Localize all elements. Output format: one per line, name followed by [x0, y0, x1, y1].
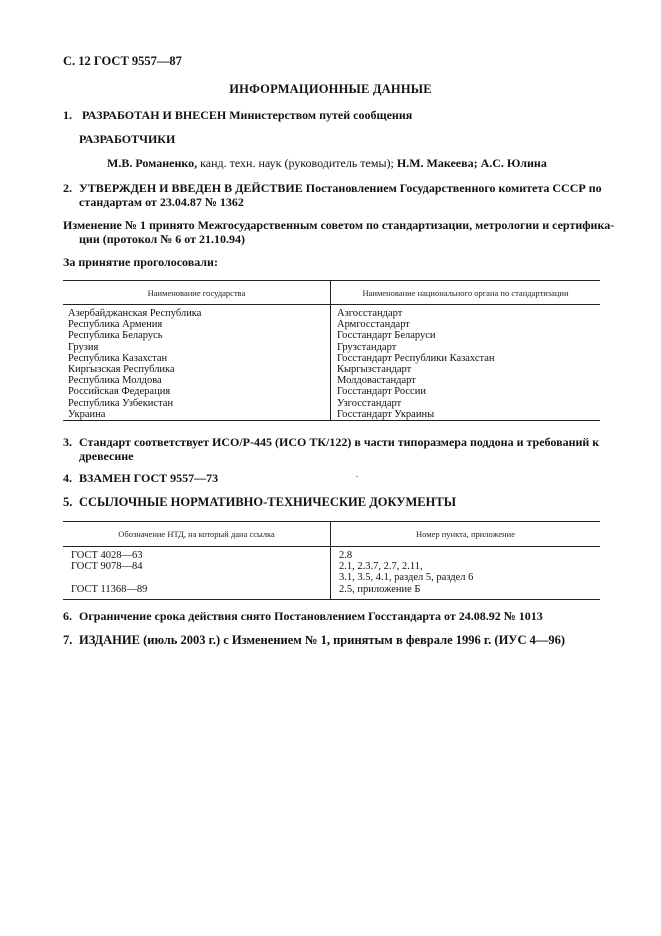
section-1-number: 1.: [63, 108, 72, 122]
states-column: [68, 308, 201, 420]
table-header-body: Наименование национального органа по стандартизации: [362, 288, 569, 298]
section-6: [63, 609, 543, 624]
section-1: [63, 108, 412, 123]
section-7-number: 7.: [63, 633, 73, 647]
table2-cell-doc: ГОСТ 11368—89: [71, 583, 148, 595]
developers-label: РАЗРАБОТЧИКИ: [79, 132, 176, 146]
section-3-text-1: Стандарт соответствует ИСО/Р-445 (ИСО ТК/122) в части типоразмера поддона и требований к: [79, 435, 600, 449]
table2-rule-top: [63, 521, 600, 522]
developer-1-desc: канд. техн. наук (руководитель темы);: [197, 156, 394, 170]
table-rule-top: [63, 280, 600, 281]
table2-cell-clause: 2.5, приложение Б: [339, 583, 421, 595]
section-6-number: 6.: [63, 609, 72, 623]
table-cell-state: Республика Молдова: [68, 375, 162, 387]
table2-cell-doc: ГОСТ 4028—63: [71, 550, 143, 561]
section-5: [63, 495, 456, 510]
table-cell-body: Грузстандарт: [337, 341, 397, 353]
table-cell-state: Украина: [68, 408, 106, 420]
table2-rule-header: [63, 546, 600, 547]
table-cell-body: Госстандарт Республики Казахстан: [337, 352, 495, 364]
amendment-line-1: Изменение № 1 принято Межгосударственным советом по стандартизации, метрологии и сертифика-: [63, 218, 615, 232]
voted-label: За принятие проголосовали:: [63, 255, 218, 269]
section-6-text: Ограничение срока действия снято Постановлением Госстандарта от 24.08.92 № 1013: [79, 609, 543, 623]
section-4-text: ВЗАМЕН ГОСТ 9557—73: [79, 471, 219, 485]
table-rule-bottom: [63, 420, 600, 421]
table-cell-state: Республика Узбекистан: [68, 397, 174, 409]
table-cell-state: Грузия: [68, 341, 99, 353]
table-cell-state: Республика Беларусь: [68, 330, 163, 342]
table-cell-state: Киргызская Республика: [68, 363, 175, 375]
table2-header-clause: Номер пункта, приложение: [416, 529, 515, 539]
table-divider-body: [330, 304, 331, 420]
developers-list: [107, 156, 547, 171]
page-header: С. 12 ГОСТ 9557—87: [63, 54, 182, 68]
table2-header-doc: Обозначение НТД, на который дана ссылка: [118, 529, 275, 539]
table-cell-body: Госстандарт Украины: [337, 408, 435, 420]
table2-cell-clause: 2.1, 2.3.7, 2.7, 2.11,: [339, 561, 423, 573]
section-4: [63, 471, 218, 486]
section-5-text: ССЫЛОЧНЫЕ НОРМАТИВНО-ТЕХНИЧЕСКИЕ ДОКУМЕНТЫ: [79, 495, 456, 509]
section-1-text: РАЗРАБОТАН И ВНЕСЕН Министерством путей сообщения: [82, 108, 413, 122]
page-title: ИНФОРМАЦИОННЫЕ ДАННЫЕ: [229, 82, 432, 96]
section-5-number: 5.: [63, 495, 73, 509]
developer-2-names: Н.М. Макеева; А.С. Юлина: [393, 156, 547, 170]
docs-column: [71, 550, 147, 595]
table-cell-body: Азгосстандарт: [337, 308, 403, 319]
table-cell-body: Армгосстандарт: [337, 319, 410, 331]
section-4-number: 4.: [63, 471, 72, 485]
section-3-number: 3.: [63, 435, 72, 449]
section-2-text-1: УТВЕРЖДЕН И ВВЕДЕН В ДЕЙСТВИЕ Постановлением Государственного комитета СССР по: [79, 181, 602, 195]
table-cell-body: Узгосстандарт: [337, 397, 402, 409]
clauses-column: [339, 550, 473, 595]
section-2-line-1: [63, 181, 602, 196]
section-3-line-2: древесине: [79, 449, 134, 463]
table2-cell-clause: 3.1, 3.5, 4.1, раздел 5, раздел 6: [339, 572, 474, 584]
section-7: [63, 633, 565, 648]
section-2-line-2: стандартам от 23.04.87 № 1362: [79, 195, 244, 209]
table-cell-body: Кыргызстандарт: [337, 363, 412, 375]
table-cell-state: Российская Федерация: [68, 386, 171, 398]
section-3-line-1: [63, 435, 599, 450]
table-cell-state: Республика Армения: [68, 319, 163, 331]
section-7-text: ИЗДАНИЕ (июль 2003 г.) с Изменением № 1, принятым в феврале 1996 г. (ИУС 4—96): [79, 633, 566, 647]
table-cell-state: Республика Казахстан: [68, 352, 168, 364]
table-cell-body: Госстандарт Беларуси: [337, 330, 436, 342]
table2-cell-doc: [71, 572, 147, 583]
table-header-state: Наименование государства: [147, 288, 246, 298]
bodies-column: [337, 308, 495, 420]
table2-rule-bottom: [63, 599, 600, 600]
table-cell-body: Молдовастандарт: [337, 375, 416, 387]
speck: [356, 476, 358, 477]
amendment-line-2: ции (протокол № 6 от 21.10.94): [79, 232, 246, 246]
table-cell-body: Госстандарт России: [337, 386, 426, 398]
developer-1-name: М.В. Романенко,: [107, 156, 198, 170]
table2-cell-clause: 2.8: [339, 550, 353, 561]
table-rule-header: [63, 304, 600, 305]
table2-cell-doc: ГОСТ 9078—84: [71, 561, 143, 573]
table-cell-state: Азербайджанская Республика: [68, 308, 202, 319]
section-2-number: 2.: [63, 181, 72, 195]
